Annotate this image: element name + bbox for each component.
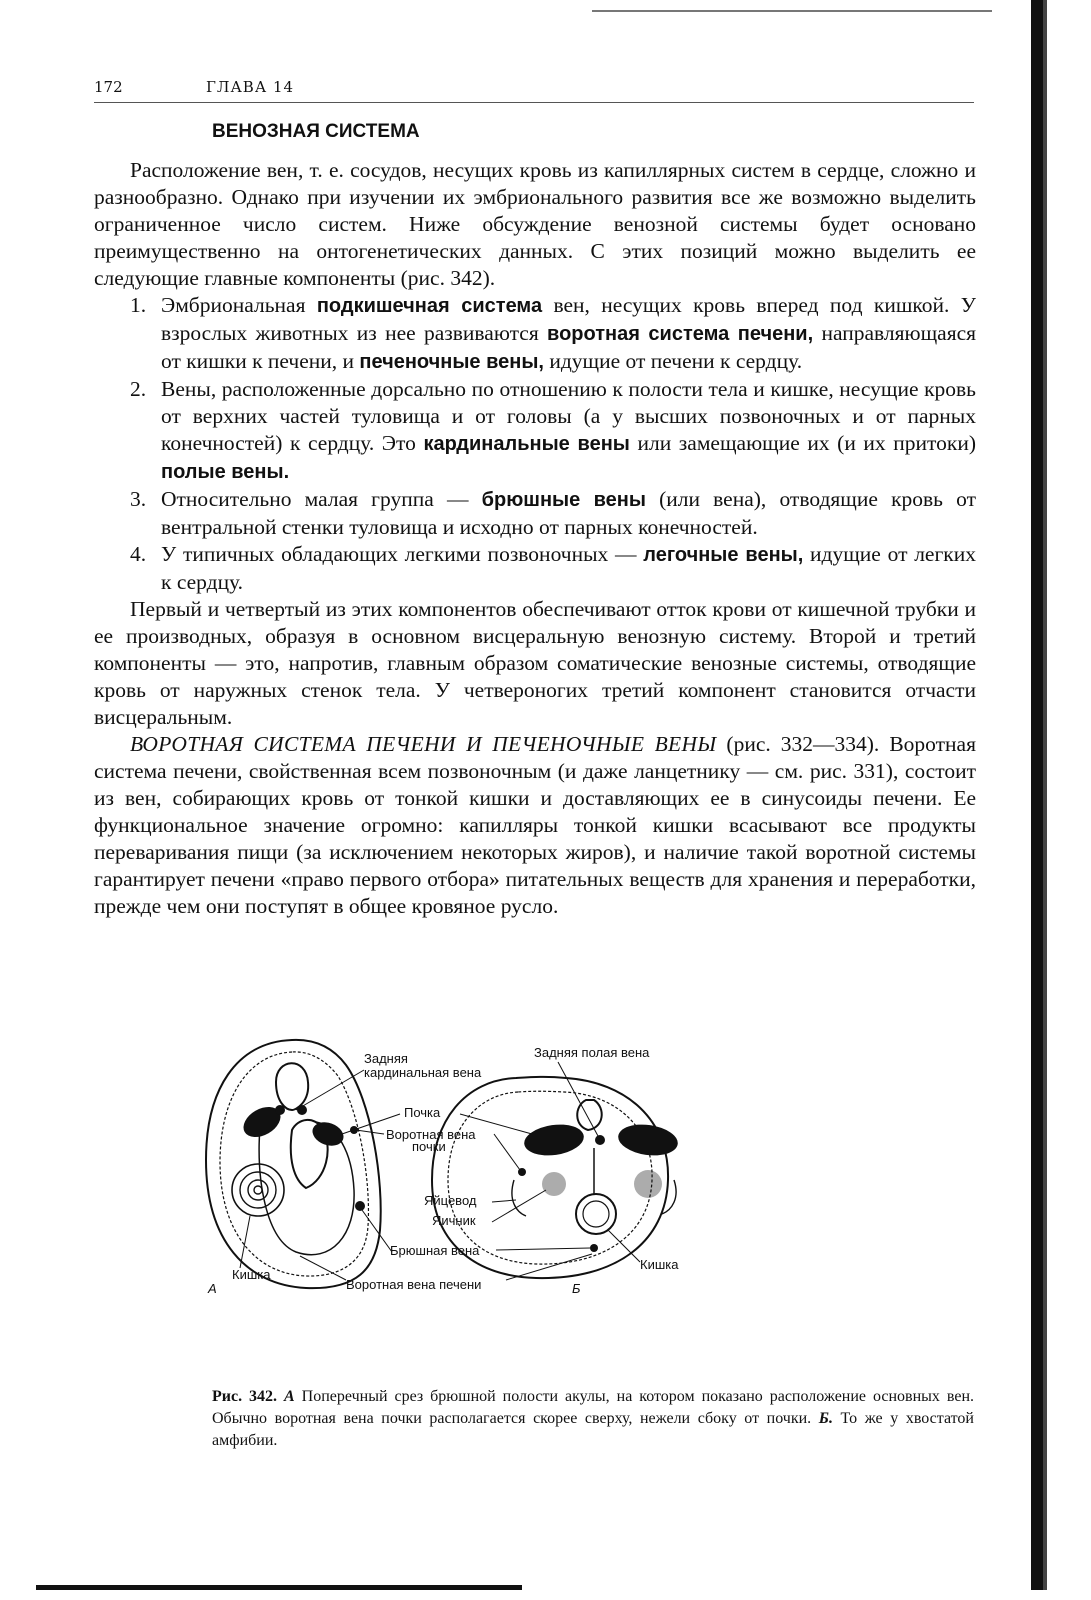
list-text: направляющаяся от кишки к печени, и [161, 321, 977, 373]
figure-342 [196, 1030, 716, 1302]
list-number: 1. [130, 293, 147, 317]
section-title: ВЕНОЗНАЯ СИСТЕМА [212, 121, 420, 142]
label-renal-portal-1: Воротная вена [386, 1127, 476, 1142]
shark-spiral-inner [248, 1180, 268, 1200]
list-item [94, 486, 976, 541]
list-text: Эмбриональная [161, 293, 317, 317]
leader-ovary [492, 1190, 546, 1222]
caption-text-a: Поперечный срез брюшной полости акулы, на котором показано расположение основных вен. Обычно воротная вена почки располагается скорее сверху, нежели сбоку от почки. [212, 1388, 975, 1427]
page-number: 172 [94, 78, 123, 96]
amphibian-oviduct-left [512, 1180, 526, 1216]
shark-spiral-mid [240, 1172, 276, 1208]
paragraph-visceral: Первый и четвертый из этих компонентов обеспечивают отток крови от кишечной трубки и ее производных, образуя в основном висцеральную венозную систему. Второй и третий компоненты — это, напротив, главным образом соматические венозные системы, отводящие кровь от наружных стенок тела. У четвероногих третий компонент становится отчасти висцеральным. [94, 597, 976, 729]
amphibian-ovary-right [634, 1170, 662, 1198]
shark-inner-wall [220, 1052, 368, 1276]
shark-spiral-core [254, 1186, 262, 1194]
run-in-heading: ВОРОТНАЯ СИСТЕМА ПЕЧЕНИ И ПЕЧЕНОЧНЫЕ ВЕНЫ [130, 732, 717, 756]
list-text: Вены, расположенные дорсально по отношению к полости тела и кишке, несущие кровь от верхних частей туловища и от головы (а у высших позвоночных и от парных конечностей) к сердцу. Это [161, 377, 976, 455]
amphibian-intestine [576, 1194, 616, 1234]
scan-dark-edge [1031, 0, 1043, 1590]
list-term: полые вены. [161, 461, 290, 483]
paragraph-text: (рис. 332—334). Воротная система печени, свойственная всем позвоночным (и даже ланцетнику — см. рис. 331), состоит из вен, собирающих кровь от тонкой кишки и доставляющих ее в синусоиды печени. Ее функциональное значение огромно: капилляры тонкой кишки всасывают все продукты переваривания пищи (за исключением некоторых жиров), и наличие такой воротной системы гарантирует печени «право первого отбора» питательных веществ для хранения и переработки, прежде чем они поступят в общее кровяное русло. [94, 732, 976, 918]
label-kidney: Почка [404, 1105, 441, 1120]
leader-abdominal [496, 1248, 590, 1250]
amphibian-vena-cava [595, 1135, 605, 1145]
label-ovary: Яичник [432, 1213, 476, 1228]
shark-notochord [276, 1063, 308, 1110]
leader-intestine-a [240, 1216, 250, 1268]
label-hepatic-portal: Воротная вена печени [346, 1277, 482, 1292]
caption-text-b: То же у хвостатой амфибии. [212, 1410, 974, 1449]
amphibian-kidney-right [616, 1121, 680, 1159]
list-text: или замещающие их (и их притоки) [629, 431, 976, 455]
panel-label-b: Б [572, 1281, 581, 1296]
paragraph-portal-system [94, 731, 976, 920]
label-oviduct: Яйцевод [424, 1193, 477, 1208]
caption-panel-b: Б. [818, 1410, 833, 1427]
list-number: 4. [130, 542, 147, 566]
label-intestine-b: Кишка [640, 1257, 679, 1272]
component-list [94, 292, 976, 596]
caption-panel-a: А [284, 1388, 295, 1405]
leader-hepatic-portal-b [506, 1254, 592, 1280]
list-item [94, 376, 976, 486]
amphibian-kidney-left [522, 1121, 586, 1159]
header-rule [94, 102, 974, 103]
leader-renal-portal [356, 1130, 384, 1134]
label-posterior-cardinal-1: Задняя [364, 1051, 408, 1066]
list-term: кардинальные вены [423, 433, 630, 455]
list-term: подкишечная система [316, 295, 543, 317]
list-text: идущие от легких к сердцу. [161, 542, 976, 594]
list-term: воротная система печени, [547, 323, 814, 345]
list-text: У типичных обладающих легкими позвоночных — [161, 542, 644, 566]
list-number: 2. [130, 377, 147, 401]
scan-bottom-rule [36, 1585, 522, 1590]
amphibian-ovary-left [542, 1172, 566, 1196]
leader-renal-portal-b [494, 1134, 520, 1170]
list-number: 3. [130, 487, 147, 511]
running-head [94, 78, 974, 102]
list-text: идущие от печени к сердцу. [543, 349, 803, 373]
panel-label-a: А [208, 1281, 217, 1296]
shark-cardinal-left [275, 1105, 285, 1115]
scan-top-rule [592, 10, 992, 12]
amphibian-abdominal-vein [590, 1244, 598, 1252]
chapter-label: ГЛАВА 14 [206, 78, 295, 96]
caption-label: Рис. 342. [212, 1388, 278, 1405]
shark-kidney-right [309, 1118, 347, 1150]
label-abdominal-vein: Брюшная вена [390, 1243, 480, 1258]
label-posterior-cardinal-2: кардинальная вена [364, 1065, 482, 1080]
amphibian-intestine-lumen [583, 1201, 609, 1227]
list-term: брюшные вены [481, 489, 646, 511]
list-term: печеночные вены, [359, 351, 544, 373]
label-renal-portal-2: почки [412, 1139, 446, 1154]
list-item [94, 541, 976, 596]
shark-abdominal-vein [355, 1201, 365, 1211]
figure-caption [212, 1386, 974, 1452]
list-text: (или вена), отводящие кровь от вентральной стенки туловища и исходно от парных конечностей. [161, 487, 977, 539]
list-text: Относительно малая группа — [161, 487, 482, 511]
label-posterior-vena-cava: Задняя полая вена [534, 1045, 650, 1060]
label-intestine-a: Кишка [232, 1267, 271, 1282]
list-item [94, 292, 976, 376]
scan-dark-edge-shadow [1043, 0, 1047, 1590]
intro-paragraph: Расположение вен, т. е. сосудов, несущих кровь из капиллярных систем в сердце, сложно и разнообразно. Однако при изучении их эмбрионального развития все же возможно выделить ограниченное число систем. Ниже обсуждение венозной системы будет основано преимущественно на онтогенетических данных. С этих позиций можно выделить ее следующие главные компоненты (рис. 342). [94, 158, 976, 290]
list-text: вен, несущих кровь вперед под кишкой. У взрослых животных из нее развиваются [161, 293, 976, 345]
body-text [94, 118, 976, 920]
list-term: легочные вены, [643, 544, 804, 566]
